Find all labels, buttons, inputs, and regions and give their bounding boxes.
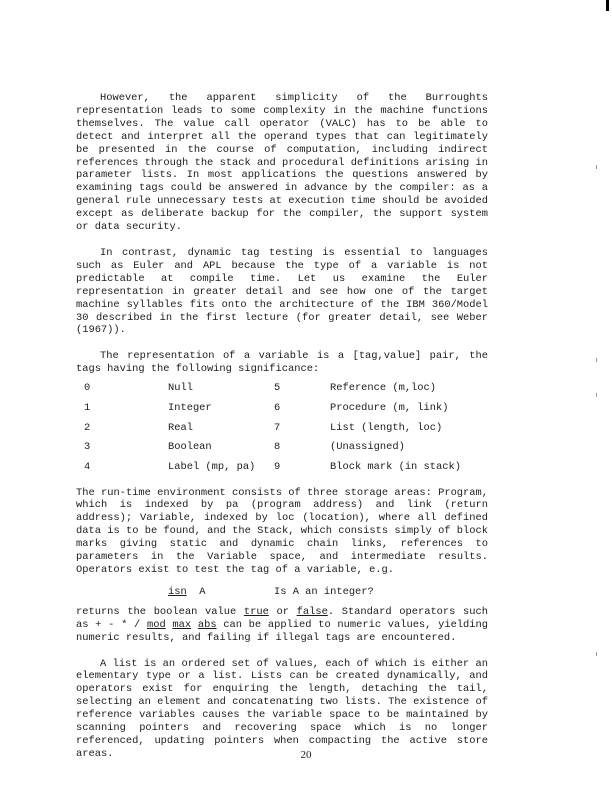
text-run: can be applied to numeric values, yielding numeric results, and failing if illegal tags are encountered. xyxy=(76,618,488,644)
margin-mark xyxy=(596,393,597,397)
paragraph-list: A list is an ordered set of values, each of which is either an elementary type or a list. Lists can be created dynamically, and operators exist for enquiring the length, detaching the tail, selecting an element and concatenating two lists. The existence of reference variables causes the variable space to be maintained by scanning pointers and recovering space which is no longer referenced, updating pointers when compacting the active store areas. xyxy=(76,657,488,760)
margin-mark xyxy=(596,358,597,362)
paragraph-burroughs: However, the apparent simplicity of the Burroughts representation leads to some complexity in the machine functions themselves. The value call operator (VALC) has to be able to detect and interpret all the operand types that can legitimately be presented in the course of computation, including indirect references through the stack and procedural definitions arising in parameter lists. In most applications the questions answered by examining tags could be answered in advance by the compiler: as a general rule unnecessary tests at execution time should be avoided except as deliberate backup for the compiler, the support system or data security. xyxy=(76,92,488,234)
tag-number: 2 xyxy=(84,421,91,434)
tag-number: 9 xyxy=(274,460,281,473)
keyword-mod: mod xyxy=(146,618,166,631)
tag-number: 0 xyxy=(84,382,91,395)
paragraph-dynamic-tag: In contrast, dynamic tag testing is essential to languages such as Euler and APL because the type of a variable is not predictable at compile time. Let us examine the Euler representation in greater detail and see how one of the target machine syllables fits onto the architecture of the IBM 360/Model 30 described in the first lecture (for greater detail, see Weber (1967)). xyxy=(76,246,488,337)
keyword-false: false xyxy=(296,605,328,618)
tag-description: Null xyxy=(168,382,193,395)
text-run: or xyxy=(268,605,297,618)
text-run: returns the boolean value xyxy=(76,605,244,618)
tag-description: Real xyxy=(168,421,193,434)
example-operator xyxy=(168,586,274,599)
page-number: 20 xyxy=(300,749,312,761)
table-row xyxy=(76,402,488,422)
example-meaning: Is A an integer? xyxy=(274,585,374,598)
document-page xyxy=(76,92,488,761)
paragraph-runtime: The run-time environment consists of three storage areas: Program, which is indexed by pa (program address) and link (return address); Variable, indexed by loc (location), where all defined data is to be found, and the Stack, which consists simply of block marks giving static and dynamic chain links, references to parameters in the Variable space, and intermediate results. Operators exist to test the tag of a variable, e.g. xyxy=(76,486,488,576)
tag-number: 8 xyxy=(274,441,281,454)
example-line xyxy=(76,586,488,599)
margin-mark xyxy=(596,165,597,169)
paragraph-returns xyxy=(76,606,488,645)
tag-number: 5 xyxy=(274,382,281,395)
tag-number: 3 xyxy=(84,441,91,454)
table-row xyxy=(76,422,488,442)
tag-number: 1 xyxy=(84,401,91,414)
tag-description: Procedure (m, link) xyxy=(330,401,449,414)
text-run: . Standard operators such as + - * / xyxy=(76,605,488,631)
page-edge-mark xyxy=(606,0,609,11)
keyword-max: max xyxy=(172,618,192,631)
tag-number: 4 xyxy=(84,460,91,473)
keyword-true: true xyxy=(243,605,269,618)
tag-description: Block mark (in stack) xyxy=(330,460,461,473)
tag-number: 6 xyxy=(274,401,281,414)
operator-keyword: isn xyxy=(168,585,187,598)
tag-description: (Unassigned) xyxy=(330,441,405,454)
operator-operand: A xyxy=(199,585,206,598)
margin-mark xyxy=(596,652,597,656)
table-row xyxy=(76,382,488,402)
tag-description: Label (mp, pa) xyxy=(168,460,256,473)
tag-number: 7 xyxy=(274,421,281,434)
tag-description: Integer xyxy=(168,401,212,414)
table-row xyxy=(76,441,488,461)
paragraph-representation: The representation of a variable is a [tag,value] pair, the tags having the following significance: xyxy=(76,350,488,376)
tag-description: Boolean xyxy=(168,441,212,454)
tag-description: List (length, loc) xyxy=(330,421,443,434)
table-row xyxy=(76,461,488,481)
tag-description: Reference (m,loc) xyxy=(330,382,437,395)
keyword-abs: abs xyxy=(197,618,217,631)
tag-table xyxy=(76,382,488,480)
